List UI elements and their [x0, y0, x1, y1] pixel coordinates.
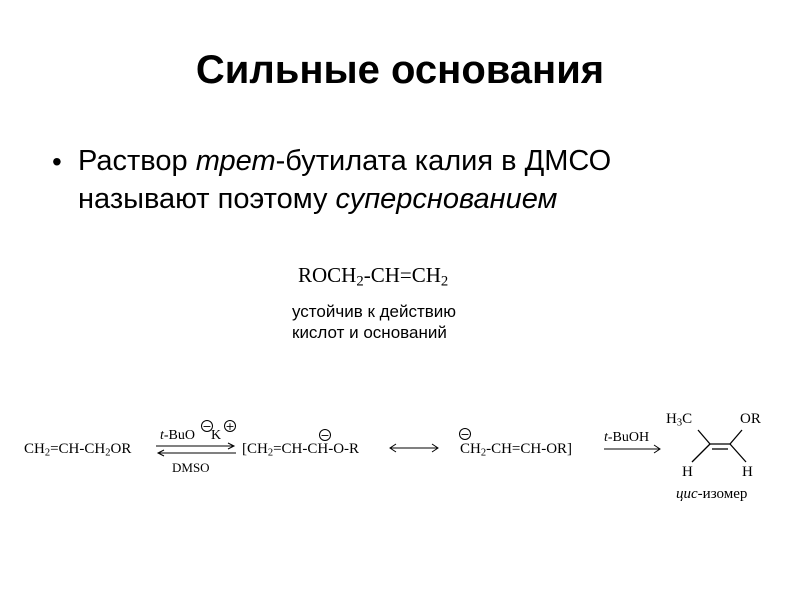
stability-note-line-2: кислот и оснований — [292, 323, 447, 342]
bullet-text-part-3: -бутилата калия в ДМСО — [275, 145, 612, 177]
resonance-arrow-icon — [388, 442, 440, 454]
formula-part: C — [682, 411, 693, 427]
cis-label-italic: цис — [676, 486, 698, 502]
bullet-list — [52, 142, 772, 218]
reagent-italic-prefix: t — [160, 428, 164, 443]
slide-title: Сильные основания — [195, 48, 605, 92]
formula-part: H — [666, 411, 677, 427]
stability-note — [292, 301, 456, 343]
cis-alkene-bonds — [680, 424, 760, 466]
formula-part: =CH-CH-O-R — [273, 441, 360, 457]
formula-subscript: 2 — [356, 273, 364, 290]
formula-subscript: 2 — [480, 447, 487, 459]
formula-part: CH — [24, 441, 45, 457]
bullet-dot-icon: • — [52, 146, 62, 177]
reagent-text: -BuO — [163, 428, 196, 443]
bullet-text-part-2-italic: трет — [195, 145, 276, 177]
formula-part: -CH=CH-OR] — [486, 441, 573, 457]
plus-charge-icon: + — [225, 420, 235, 433]
bullet-text — [78, 142, 611, 218]
formula-part: -CH=CH — [363, 263, 441, 287]
formula-part: OR — [110, 441, 132, 457]
cis-isomer-label — [676, 485, 747, 503]
formula-subscript: 2 — [440, 273, 449, 290]
formula-subscript: 2 — [44, 447, 51, 459]
intermediate-1-formula — [242, 440, 359, 458]
intermediate-2-formula — [460, 440, 572, 458]
reagent-dmso: DMSO — [172, 460, 210, 475]
bullet-item — [52, 142, 772, 218]
carbanion-charge-icon: − — [320, 429, 330, 442]
reagent-italic-prefix: t — [604, 430, 608, 445]
bullet-text-part-5-italic: суперснованием — [335, 183, 558, 215]
formula-part: =CH-CH — [50, 441, 106, 457]
formula-part: CH — [460, 441, 481, 457]
formula-part: [CH — [242, 441, 268, 457]
formula-subscript: 2 — [267, 447, 274, 459]
stability-note-line-1: устойчив к действию — [292, 302, 457, 321]
bullet-text-part-4: называют поэтому — [78, 183, 336, 215]
formula-part: ROCH — [298, 263, 357, 287]
reagent-text: -BuOH — [607, 430, 650, 445]
allyl-ether-formula — [298, 262, 448, 288]
cis-label-rest: -изомер — [697, 486, 748, 502]
formula-subscript: 2 — [105, 447, 111, 459]
reactant-formula — [24, 440, 131, 458]
carbanion-charge-icon: − — [460, 428, 470, 441]
product-or-group: OR — [740, 411, 761, 427]
formula-subscript: 3 — [676, 417, 683, 429]
product-h-right: H — [742, 464, 753, 480]
equilibrium-arrow-icon — [154, 442, 238, 458]
reagent-potassium: K — [211, 428, 222, 443]
reaction-arrow-icon — [604, 444, 662, 454]
minus-charge-icon: − — [202, 420, 212, 433]
bullet-text-part-1: Раствор — [78, 145, 196, 177]
product-h-left: H — [682, 464, 693, 480]
